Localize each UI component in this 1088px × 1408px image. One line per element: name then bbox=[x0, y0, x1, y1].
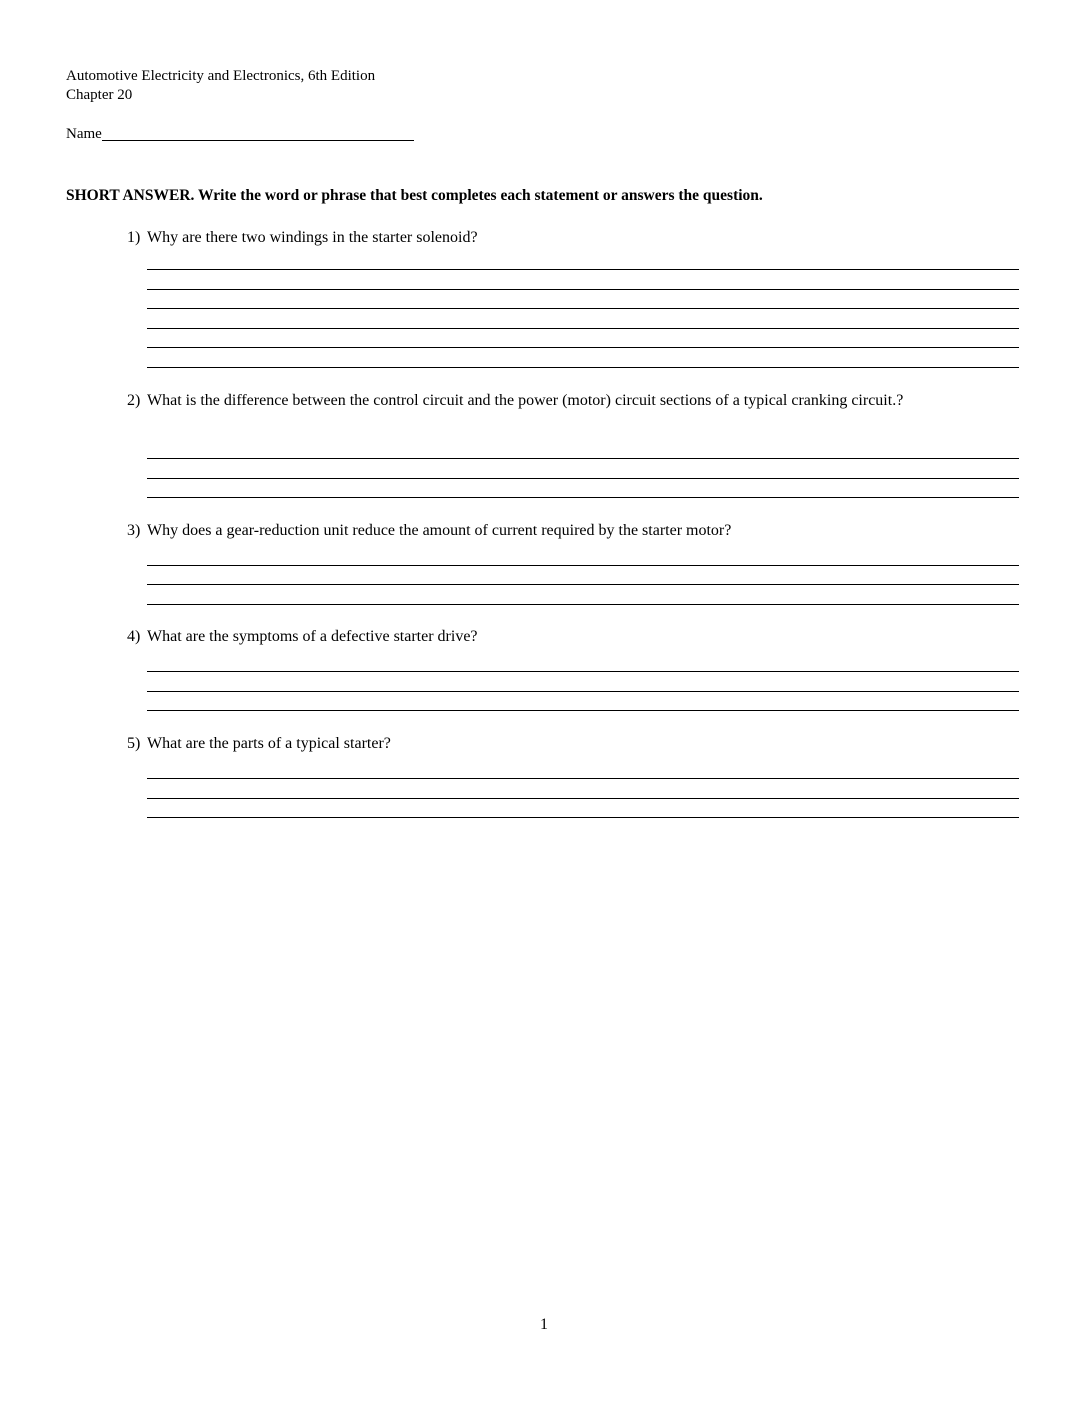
question-number: 3) bbox=[127, 522, 141, 539]
answer-line bbox=[147, 584, 1019, 585]
question-text: What are the parts of a typical starter? bbox=[147, 735, 391, 752]
question-text: Why are there two windings in the starter solenoid? bbox=[147, 229, 478, 246]
answer-line bbox=[147, 367, 1019, 368]
question-text: What are the symptoms of a defective starter drive? bbox=[147, 628, 478, 645]
name-field bbox=[66, 125, 414, 144]
question-number: 5) bbox=[127, 735, 141, 752]
answer-line bbox=[147, 478, 1019, 479]
answer-line bbox=[147, 458, 1019, 459]
book-title: Automotive Electricity and Electronics, 6th Edition bbox=[66, 68, 376, 84]
question-1 bbox=[127, 226, 1019, 249]
page-number: 1 bbox=[540, 1316, 548, 1333]
answer-line bbox=[147, 710, 1019, 711]
answer-line bbox=[147, 778, 1019, 779]
answer-line bbox=[147, 691, 1019, 692]
question-text: What is the difference between the control circuit and the power (motor) circuit sections of a typical cranking circuit.? bbox=[147, 392, 904, 409]
question-3 bbox=[127, 519, 1019, 542]
answer-line bbox=[147, 289, 1019, 290]
answer-line bbox=[147, 798, 1019, 799]
answer-line bbox=[147, 269, 1019, 270]
question-number: 1) bbox=[127, 229, 141, 246]
answer-line bbox=[147, 671, 1019, 672]
name-label: Name bbox=[66, 126, 102, 142]
question-5 bbox=[127, 732, 1019, 755]
answer-line bbox=[147, 817, 1019, 818]
question-4 bbox=[127, 625, 1019, 648]
question-2 bbox=[127, 389, 1019, 412]
answer-line bbox=[147, 497, 1019, 498]
answer-line bbox=[147, 604, 1019, 605]
name-blank-line[interactable] bbox=[102, 125, 414, 141]
chapter-label: Chapter 20 bbox=[66, 87, 133, 103]
answer-line bbox=[147, 308, 1019, 309]
answer-line bbox=[147, 565, 1019, 566]
question-text: Why does a gear-reduction unit reduce the amount of current required by the starter motor? bbox=[147, 522, 732, 539]
answer-line bbox=[147, 328, 1019, 329]
question-number: 4) bbox=[127, 628, 141, 645]
question-number: 2) bbox=[127, 392, 141, 409]
instructions: SHORT ANSWER. Write the word or phrase that best completes each statement or answers the question. bbox=[66, 187, 763, 204]
document-header bbox=[66, 67, 375, 105]
answer-line bbox=[147, 347, 1019, 348]
